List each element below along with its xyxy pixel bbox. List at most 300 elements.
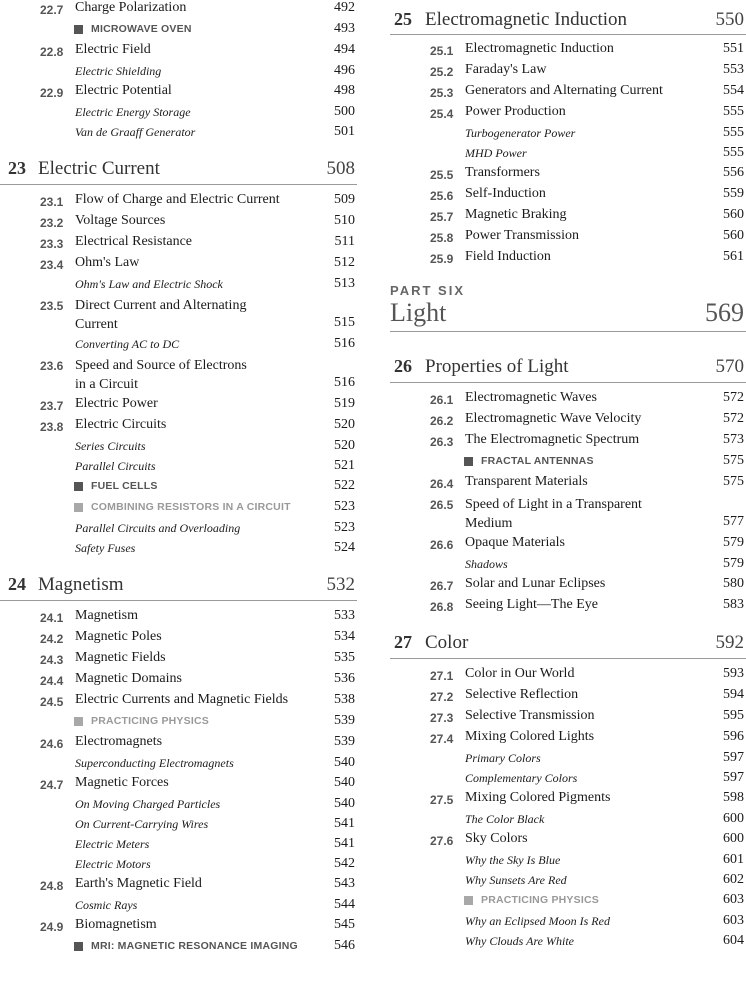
section-title-line: in a Circuit bbox=[75, 377, 138, 392]
toc-feature-entry[interactable] bbox=[0, 478, 357, 499]
subsection-title: Complementary Colors bbox=[465, 771, 578, 785]
toc-subsection-entry[interactable] bbox=[390, 125, 746, 145]
section-title: Electric Power bbox=[75, 396, 158, 411]
page-number: 579 bbox=[723, 535, 744, 550]
section-number: 27.1 bbox=[430, 669, 454, 683]
chapter-title: Magnetism bbox=[38, 574, 124, 595]
subsection-title: Electric Motors bbox=[75, 857, 151, 871]
section-title: Selective Transmission bbox=[465, 708, 595, 723]
section-number: 25.7 bbox=[430, 210, 454, 224]
page-number: 534 bbox=[334, 629, 355, 644]
section-number: 22.7 bbox=[40, 3, 64, 17]
toc-section-entry[interactable] bbox=[390, 432, 746, 453]
square-bullet-icon bbox=[74, 25, 83, 34]
chapter-page: 550 bbox=[715, 9, 744, 30]
toc-section-entry[interactable] bbox=[390, 495, 746, 535]
chapter-number: 27 bbox=[394, 632, 412, 652]
toc-subsection-entry[interactable] bbox=[0, 836, 357, 856]
subsection-title: Safety Fuses bbox=[75, 541, 136, 555]
toc-section-entry[interactable] bbox=[0, 876, 357, 897]
subsection-title: Turbogenerator Power bbox=[465, 126, 576, 140]
toc-subsection-entry[interactable] bbox=[390, 872, 746, 892]
toc-subsection-entry[interactable] bbox=[0, 856, 357, 876]
page-number: 501 bbox=[334, 124, 355, 139]
section-title-line: Current bbox=[75, 317, 118, 332]
toc-feature-entry[interactable] bbox=[0, 713, 357, 734]
toc-section-entry[interactable] bbox=[0, 671, 357, 692]
page-number: 556 bbox=[723, 165, 744, 180]
section-number: 24.5 bbox=[40, 695, 64, 709]
toc-section-entry[interactable] bbox=[390, 708, 746, 729]
part-page: 569 bbox=[705, 298, 744, 327]
section-title: Color in Our World bbox=[465, 666, 575, 681]
section-number: 24.9 bbox=[40, 920, 64, 934]
section-number: 26.2 bbox=[430, 414, 454, 428]
page-number: 540 bbox=[334, 775, 355, 790]
subsection-title: Why the Sky Is Blue bbox=[465, 853, 561, 867]
subsection-title: The Color Black bbox=[465, 812, 545, 826]
section-number: 24.1 bbox=[40, 611, 64, 625]
page-number: 559 bbox=[723, 186, 744, 201]
chapter-header[interactable] bbox=[390, 618, 746, 666]
toc-section-entry[interactable] bbox=[390, 390, 746, 411]
subsection-title: Parallel Circuits bbox=[75, 459, 156, 473]
chapter-number: 24 bbox=[8, 574, 26, 594]
section-number: 23.3 bbox=[40, 237, 64, 251]
toc-section-entry[interactable] bbox=[390, 207, 746, 228]
page-number: 511 bbox=[334, 234, 355, 249]
section-number: 25.6 bbox=[430, 189, 454, 203]
page-number: 579 bbox=[723, 556, 744, 571]
section-number: 27.6 bbox=[430, 834, 454, 848]
section-number: 25.1 bbox=[430, 44, 454, 58]
toc-section-entry[interactable] bbox=[0, 234, 357, 255]
page-number: 522 bbox=[334, 478, 355, 493]
page-number: 546 bbox=[334, 938, 355, 953]
toc-section-entry[interactable] bbox=[0, 417, 357, 438]
page-number: 496 bbox=[334, 63, 355, 78]
page-number: 516 bbox=[334, 336, 355, 351]
toc-section-entry[interactable] bbox=[0, 650, 357, 671]
section-number: 23.8 bbox=[40, 420, 64, 434]
page-number: 539 bbox=[334, 713, 355, 728]
page-number: 516 bbox=[334, 375, 355, 390]
subsection-title: MHD Power bbox=[465, 146, 527, 160]
subsection-title: Electric Energy Storage bbox=[75, 105, 191, 119]
section-title: Ohm's Law bbox=[75, 255, 140, 270]
page-number: 554 bbox=[723, 83, 744, 98]
toc-subsection-entry[interactable] bbox=[390, 770, 746, 790]
subsection-title: Why Clouds Are White bbox=[465, 934, 574, 948]
page-number: 580 bbox=[723, 576, 744, 591]
chapter-page: 508 bbox=[326, 158, 355, 179]
page-number: 545 bbox=[334, 917, 355, 932]
section-number: 25.8 bbox=[430, 231, 454, 245]
page-number: 533 bbox=[334, 608, 355, 623]
page-number: 524 bbox=[334, 540, 355, 555]
page-number: 519 bbox=[334, 396, 355, 411]
toc-feature-entry[interactable] bbox=[0, 499, 357, 520]
section-number: 27.2 bbox=[430, 690, 454, 704]
toc-section-entry[interactable] bbox=[0, 356, 357, 396]
page-number: 577 bbox=[723, 514, 744, 529]
section-title: Field Induction bbox=[465, 249, 551, 264]
page-number: 601 bbox=[723, 852, 744, 867]
subsection-title: Primary Colors bbox=[465, 751, 541, 765]
toc-subsection-entry[interactable] bbox=[390, 811, 746, 831]
toc-section-entry[interactable] bbox=[390, 165, 746, 186]
feature-title: FUEL CELLS bbox=[91, 480, 158, 492]
square-bullet-icon bbox=[74, 717, 83, 726]
toc-section-entry[interactable] bbox=[390, 687, 746, 708]
square-bullet-icon bbox=[74, 503, 83, 512]
page-number: 561 bbox=[723, 249, 744, 264]
subsection-title: Series Circuits bbox=[75, 439, 146, 453]
section-number: 27.3 bbox=[430, 711, 454, 725]
subsection-title: On Current-Carrying Wires bbox=[75, 817, 209, 831]
toc-section-entry[interactable] bbox=[390, 249, 746, 270]
chapter-number: 25 bbox=[394, 9, 412, 29]
toc-subsection-entry[interactable] bbox=[390, 913, 746, 933]
toc-section-entry[interactable] bbox=[390, 83, 746, 104]
section-title bbox=[75, 356, 247, 394]
part-label: PART SIX bbox=[390, 283, 465, 298]
page-number: 560 bbox=[723, 228, 744, 243]
page-number: 523 bbox=[334, 520, 355, 535]
subsection-title: Electric Shielding bbox=[75, 64, 162, 78]
section-title: Sky Colors bbox=[465, 831, 528, 846]
chapter-header-rule bbox=[390, 352, 746, 383]
square-bullet-icon bbox=[74, 942, 83, 951]
section-number: 26.5 bbox=[430, 498, 454, 512]
section-number: 24.6 bbox=[40, 737, 64, 751]
toc-section-entry[interactable] bbox=[0, 396, 357, 417]
toc-section-entry[interactable] bbox=[390, 666, 746, 687]
section-number: 23.1 bbox=[40, 195, 64, 209]
section-number: 24.2 bbox=[40, 632, 64, 646]
section-title: Solar and Lunar Eclipses bbox=[465, 576, 606, 591]
section-title: Power Transmission bbox=[465, 228, 579, 243]
page-number: 544 bbox=[334, 897, 355, 912]
section-number: 25.9 bbox=[430, 252, 454, 266]
section-title bbox=[75, 296, 246, 334]
chapter-number: 23 bbox=[8, 158, 26, 178]
toc-section-entry[interactable] bbox=[0, 192, 357, 213]
page-number: 498 bbox=[334, 83, 355, 98]
toc-section-entry[interactable] bbox=[0, 213, 357, 234]
section-number: 26.6 bbox=[430, 538, 454, 552]
toc-section-entry[interactable] bbox=[390, 535, 746, 556]
chapter-header-rule bbox=[0, 570, 357, 601]
toc-subsection-entry[interactable] bbox=[0, 520, 357, 540]
toc-subsection-entry[interactable] bbox=[390, 145, 746, 165]
chapter-header-rule bbox=[390, 628, 746, 659]
section-title: Faraday's Law bbox=[465, 62, 547, 77]
page-number: 553 bbox=[723, 62, 744, 77]
page-number: 594 bbox=[723, 687, 744, 702]
toc-section-entry[interactable] bbox=[0, 734, 357, 755]
page-number: 551 bbox=[723, 41, 744, 56]
page-number: 515 bbox=[334, 315, 355, 330]
page-number: 512 bbox=[334, 255, 355, 270]
section-number: 25.5 bbox=[430, 168, 454, 182]
page-number: 555 bbox=[723, 145, 744, 160]
section-number: 27.5 bbox=[430, 793, 454, 807]
toc-right-column bbox=[390, 0, 746, 953]
toc-subsection-entry[interactable] bbox=[390, 852, 746, 872]
section-title: Electromagnetic Waves bbox=[465, 390, 597, 405]
toc-section-entry[interactable] bbox=[0, 692, 357, 713]
page-number: 555 bbox=[723, 125, 744, 140]
toc-section-entry[interactable] bbox=[390, 597, 746, 618]
section-title-line: Speed of Light in a Transparent bbox=[465, 497, 642, 512]
toc-subsection-entry[interactable] bbox=[0, 438, 357, 458]
toc-subsection-entry[interactable] bbox=[390, 750, 746, 770]
section-title: Flow of Charge and Electric Current bbox=[75, 192, 280, 207]
page-number: 555 bbox=[723, 104, 744, 119]
subsection-title: Superconducting Electromagnets bbox=[75, 756, 234, 770]
section-title: Opaque Materials bbox=[465, 535, 565, 550]
toc-feature-entry[interactable] bbox=[0, 938, 357, 959]
subsection-title: Why Sunsets Are Red bbox=[465, 873, 567, 887]
toc-section-entry[interactable] bbox=[0, 255, 357, 276]
section-title: Electrical Resistance bbox=[75, 234, 192, 249]
section-title: Charge Polarization bbox=[75, 0, 187, 15]
page-number: 573 bbox=[723, 432, 744, 447]
toc-subsection-entry[interactable] bbox=[0, 276, 357, 296]
page-number: 596 bbox=[723, 729, 744, 744]
section-number: 25.4 bbox=[430, 107, 454, 121]
page-number: 560 bbox=[723, 207, 744, 222]
chapter-page: 532 bbox=[326, 574, 355, 595]
part-header[interactable] bbox=[390, 270, 746, 342]
page-number: 598 bbox=[723, 790, 744, 805]
toc-section-entry[interactable] bbox=[390, 228, 746, 249]
page-number: 572 bbox=[723, 411, 744, 426]
section-title: Electromagnetic Wave Velocity bbox=[465, 411, 642, 426]
section-title: The Electromagnetic Spectrum bbox=[465, 432, 640, 447]
section-title: Mixing Colored Lights bbox=[465, 729, 595, 744]
subsection-title: Parallel Circuits and Overloading bbox=[75, 521, 241, 535]
toc-section-entry[interactable] bbox=[390, 411, 746, 432]
page-number: 602 bbox=[723, 872, 744, 887]
toc-section-entry[interactable] bbox=[0, 608, 357, 629]
section-title: Magnetic Poles bbox=[75, 629, 162, 644]
square-bullet-icon bbox=[464, 896, 473, 905]
toc-subsection-entry[interactable] bbox=[390, 933, 746, 953]
square-bullet-icon bbox=[464, 457, 473, 466]
toc-subsection-entry[interactable] bbox=[0, 458, 357, 478]
toc-subsection-entry[interactable] bbox=[0, 540, 357, 560]
section-number: 24.3 bbox=[40, 653, 64, 667]
toc-feature-entry[interactable] bbox=[390, 892, 746, 913]
section-number: 25.2 bbox=[430, 65, 454, 79]
toc-section-entry[interactable] bbox=[0, 917, 357, 938]
feature-title: FRACTAL ANTENNAS bbox=[481, 455, 594, 467]
toc-section-entry[interactable] bbox=[0, 42, 357, 63]
section-title: Power Production bbox=[465, 104, 566, 119]
chapter-title: Properties of Light bbox=[425, 356, 569, 377]
page-number: 493 bbox=[334, 21, 355, 36]
section-number: 26.1 bbox=[430, 393, 454, 407]
page-number: 583 bbox=[723, 597, 744, 612]
chapter-page: 570 bbox=[715, 356, 744, 377]
chapter-header-rule bbox=[0, 154, 357, 185]
feature-title: MRI: MAGNETIC RESONANCE IMAGING bbox=[91, 940, 298, 952]
section-title: Magnetic Braking bbox=[465, 207, 567, 222]
section-title: Voltage Sources bbox=[75, 213, 166, 228]
toc-subsection-entry[interactable] bbox=[390, 556, 746, 576]
section-title: Selective Reflection bbox=[465, 687, 579, 702]
chapter-header[interactable] bbox=[390, 342, 746, 390]
section-title: Electric Circuits bbox=[75, 417, 167, 432]
toc-section-entry[interactable] bbox=[0, 83, 357, 104]
toc-feature-entry[interactable] bbox=[0, 21, 357, 42]
page-number: 543 bbox=[334, 876, 355, 891]
section-number: 26.8 bbox=[430, 600, 454, 614]
section-number: 22.9 bbox=[40, 86, 64, 100]
toc-section-entry[interactable] bbox=[0, 775, 357, 796]
page-number: 595 bbox=[723, 708, 744, 723]
section-number: 23.2 bbox=[40, 216, 64, 230]
section-title: Electric Potential bbox=[75, 83, 172, 98]
page-number: 603 bbox=[723, 892, 744, 907]
page-number: 538 bbox=[334, 692, 355, 707]
section-title bbox=[465, 495, 642, 533]
section-title: Electromagnets bbox=[75, 734, 163, 749]
page-number: 492 bbox=[334, 0, 355, 15]
section-title: Magnetic Fields bbox=[75, 650, 166, 665]
feature-title: COMBINING RESISTORS IN A CIRCUIT bbox=[91, 501, 291, 513]
section-number: 26.7 bbox=[430, 579, 454, 593]
page-number: 600 bbox=[723, 831, 744, 846]
feature-title: PRACTICING PHYSICS bbox=[91, 715, 209, 727]
toc-subsection-entry[interactable] bbox=[0, 755, 357, 775]
section-title: Magnetic Forces bbox=[75, 775, 169, 790]
page-number: 597 bbox=[723, 770, 744, 785]
section-number: 23.5 bbox=[40, 299, 64, 313]
page-number: 510 bbox=[334, 213, 355, 228]
section-number: 23.4 bbox=[40, 258, 64, 272]
subsection-title: Van de Graaff Generator bbox=[75, 125, 196, 139]
section-number: 27.4 bbox=[430, 732, 454, 746]
toc-section-entry[interactable] bbox=[390, 41, 746, 62]
chapter-number: 26 bbox=[394, 356, 412, 376]
section-number: 23.6 bbox=[40, 359, 64, 373]
toc-section-entry[interactable] bbox=[390, 576, 746, 597]
toc-section-entry[interactable] bbox=[0, 296, 357, 336]
chapter-header[interactable] bbox=[390, 0, 746, 35]
page-number: 539 bbox=[334, 734, 355, 749]
section-title: Transformers bbox=[465, 165, 540, 180]
page-number: 541 bbox=[334, 836, 355, 851]
toc-left-column bbox=[0, 0, 357, 959]
toc-feature-entry[interactable] bbox=[390, 453, 746, 474]
toc-section-entry[interactable] bbox=[390, 186, 746, 207]
section-title: Electromagnetic Induction bbox=[465, 41, 614, 56]
section-number: 25.3 bbox=[430, 86, 454, 100]
subsection-title: Why an Eclipsed Moon Is Red bbox=[465, 914, 610, 928]
toc-subsection-entry[interactable] bbox=[0, 124, 357, 144]
subsection-title: Shadows bbox=[465, 557, 508, 571]
page-number: 542 bbox=[334, 856, 355, 871]
section-number: 22.8 bbox=[40, 45, 64, 59]
section-number: 26.3 bbox=[430, 435, 454, 449]
page-number: 513 bbox=[334, 276, 355, 291]
page-number: 523 bbox=[334, 499, 355, 514]
page-number: 535 bbox=[334, 650, 355, 665]
toc-subsection-entry[interactable] bbox=[0, 796, 357, 816]
toc-subsection-entry[interactable] bbox=[0, 897, 357, 917]
toc-subsection-entry[interactable] bbox=[0, 104, 357, 124]
section-number: 23.7 bbox=[40, 399, 64, 413]
toc-section-entry[interactable] bbox=[390, 62, 746, 83]
toc-section-entry[interactable] bbox=[390, 831, 746, 852]
section-number: 26.4 bbox=[430, 477, 454, 491]
section-number: 24.4 bbox=[40, 674, 64, 688]
page-number: 540 bbox=[334, 796, 355, 811]
subsection-title: On Moving Charged Particles bbox=[75, 797, 221, 811]
toc-subsection-entry[interactable] bbox=[0, 816, 357, 836]
page-number: 597 bbox=[723, 750, 744, 765]
section-title: Magnetic Domains bbox=[75, 671, 182, 686]
subsection-title: Electric Meters bbox=[75, 837, 150, 851]
page-number: 520 bbox=[334, 417, 355, 432]
section-title: Biomagnetism bbox=[75, 917, 157, 932]
toc-subsection-entry[interactable] bbox=[0, 336, 357, 356]
toc-subsection-entry[interactable] bbox=[0, 63, 357, 83]
section-title: Transparent Materials bbox=[465, 474, 588, 489]
toc-section-entry[interactable] bbox=[0, 629, 357, 650]
chapter-header[interactable] bbox=[0, 560, 357, 608]
page-number: 521 bbox=[334, 458, 355, 473]
toc-section-entry[interactable] bbox=[390, 104, 746, 125]
page-number: 572 bbox=[723, 390, 744, 405]
toc-section-entry[interactable] bbox=[390, 729, 746, 750]
toc-section-entry[interactable] bbox=[390, 790, 746, 811]
feature-title: PRACTICING PHYSICS bbox=[481, 894, 599, 906]
page-number: 603 bbox=[723, 913, 744, 928]
part-divider bbox=[390, 331, 746, 332]
feature-title: MICROWAVE OVEN bbox=[91, 23, 192, 35]
section-title: Seeing Light—The Eye bbox=[465, 597, 598, 612]
section-title: Earth's Magnetic Field bbox=[75, 876, 202, 891]
toc-section-entry[interactable] bbox=[390, 474, 746, 495]
section-title-line: Direct Current and Alternating bbox=[75, 298, 247, 313]
page-number: 541 bbox=[334, 816, 355, 831]
section-title: Electric Currents and Magnetic Fields bbox=[75, 692, 289, 707]
section-number: 24.7 bbox=[40, 778, 64, 792]
page-number: 593 bbox=[723, 666, 744, 681]
subsection-title: Converting AC to DC bbox=[75, 337, 180, 351]
section-title: Magnetism bbox=[75, 608, 138, 623]
toc-section-entry[interactable] bbox=[0, 0, 357, 21]
subsection-title: Ohm's Law and Electric Shock bbox=[75, 277, 223, 291]
page-number: 575 bbox=[723, 453, 744, 468]
page-number: 509 bbox=[334, 192, 355, 207]
part-title: Light bbox=[390, 298, 447, 327]
square-bullet-icon bbox=[74, 482, 83, 491]
section-title: Generators and Alternating Current bbox=[465, 83, 663, 98]
section-title-line: Speed and Source of Electrons bbox=[75, 358, 247, 373]
page-number: 536 bbox=[334, 671, 355, 686]
page-number: 575 bbox=[723, 474, 744, 489]
page-number: 494 bbox=[334, 42, 355, 57]
page-number: 600 bbox=[723, 811, 744, 826]
page-number: 604 bbox=[723, 933, 744, 948]
chapter-header[interactable] bbox=[0, 144, 357, 192]
subsection-title: Cosmic Rays bbox=[75, 898, 138, 912]
